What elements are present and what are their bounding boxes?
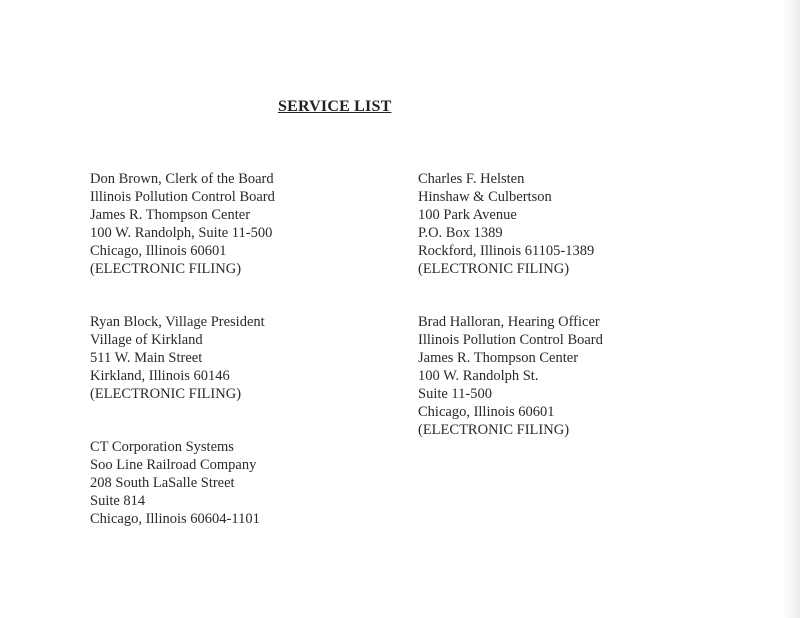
service-entry-halloran <box>418 313 603 439</box>
entry-line: (ELECTRONIC FILING) <box>90 261 242 277</box>
entry-line: Illinois Pollution Control Board <box>418 332 603 348</box>
entry-line: CT Corporation Systems <box>90 439 234 455</box>
entry-line: James R. Thompson Center <box>418 350 579 366</box>
entry-line: Chicago, Illinois 60604-1101 <box>90 511 260 527</box>
entry-line: Chicago, Illinois 60601 <box>90 243 227 259</box>
entry-line: 100 W. Randolph St. <box>418 368 539 384</box>
entry-line: 511 W. Main Street <box>90 350 203 366</box>
service-entry-helsten <box>418 170 594 278</box>
entry-line: Hinshaw & Culbertson <box>418 189 552 205</box>
entry-line: 100 Park Avenue <box>418 207 517 223</box>
entry-line: 100 W. Randolph, Suite 11-500 <box>90 225 273 241</box>
entry-line: Chicago, Illinois 60601 <box>418 404 555 420</box>
page-title: SERVICE LIST <box>278 98 392 115</box>
entry-line: Soo Line Railroad Company <box>90 457 257 473</box>
entry-line: 208 South LaSalle Street <box>90 475 235 491</box>
entry-line: Brad Halloran, Hearing Officer <box>418 314 600 330</box>
entry-line: (ELECTRONIC FILING) <box>418 261 570 277</box>
entry-line: Kirkland, Illinois 60146 <box>90 368 230 384</box>
page-edge-shadow <box>782 0 800 618</box>
entry-line: Charles F. Helsten <box>418 171 525 187</box>
entry-line: Don Brown, Clerk of the Board <box>90 171 274 187</box>
entry-line: (ELECTRONIC FILING) <box>418 422 570 438</box>
entry-line: Ryan Block, Village President <box>90 314 265 330</box>
entry-line: Village of Kirkland <box>90 332 203 348</box>
entry-line: Rockford, Illinois 61105-1389 <box>418 243 595 259</box>
entry-line: Suite 814 <box>90 493 146 509</box>
service-entry-ct-corporation <box>90 438 260 528</box>
service-entry-block <box>90 313 265 403</box>
entry-line: Illinois Pollution Control Board <box>90 189 275 205</box>
entry-line: Suite 11-500 <box>418 386 492 402</box>
entry-line: P.O. Box 1389 <box>418 225 503 241</box>
entry-line: James R. Thompson Center <box>90 207 251 223</box>
entry-line: (ELECTRONIC FILING) <box>90 386 242 402</box>
service-entry-clerk <box>90 170 275 278</box>
